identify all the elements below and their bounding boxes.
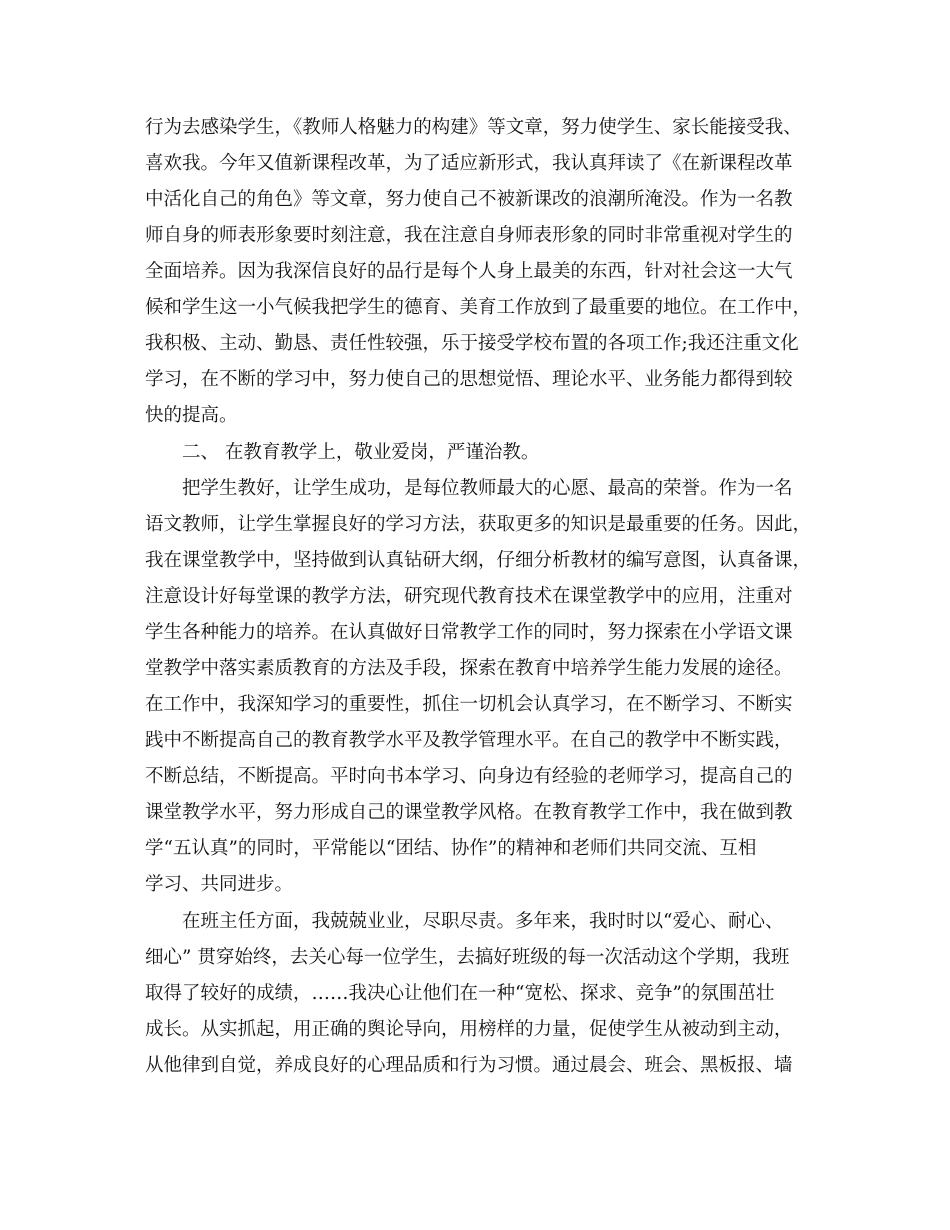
text-line: 师自身的师表形象要时刻注意，我在注意自身师表形象的同时非常重视对学生的 (145, 225, 793, 246)
text-line: 不断总结，不断提高。平时向书本学习、向身边有经验的老师学习，提高自己的 (145, 766, 793, 787)
text-line: 学习、共同进步。 (145, 874, 294, 895)
text-line: 语文教师，让学生掌握良好的学习方法，获取更多的知识是最重要的任务。因此， (145, 514, 812, 535)
text-line: 我积极、主动、勤恳、责任性较强，乐于接受学校布置的各项工作;我还注重文化 (145, 333, 799, 354)
text-line: 成长。从实抓起，用正确的舆论导向，用榜样的力量，促使学生从被动到主动， (145, 1019, 793, 1040)
text-line: 喜欢我。今年又值新课程改革，为了适应新形式，我认真拜读了《在新课程改革 (145, 153, 793, 174)
text-line: 学生各种能力的培养。在认真做好日常教学工作的同时，努力探索在小学语文课 (145, 622, 793, 643)
text-line: 学“五认真”的同时，平常能以“团结、协作”的精神和老师们共同交流、互相 (145, 838, 757, 859)
text-line: 学习，在不断的学习中，努力使自己的思想觉悟、理论水平、业务能力都得到较 (145, 369, 793, 390)
text-line: 行为去感染学生，《教师人格魅力的构建》等文章，努力使学生、家长能接受我、 (145, 117, 802, 138)
text-line: 取得了较好的成绩，……我决心让他们在一种“宽松、探求、竞争”的氛围茁壮 (145, 983, 775, 1004)
text-line: 细心” 贯穿始终，去关心每一位学生，去搞好班级的每一次活动这个学期，我班 (145, 947, 790, 968)
text-line: 在工作中，我深知学习的重要性，抓住一切机会认真学习，在不断学习、不断实 (145, 694, 793, 715)
text-line: 从他律到自觉，养成良好的心理品质和行为习惯。通过晨会、班会、黑板报、墙 (145, 1055, 793, 1076)
section-heading: 二、 在教育教学上，敬业爱岗，严谨治教。 (182, 442, 540, 463)
text-line: 全面培养。因为我深信良好的品行是每个人身上最美的东西，针对社会这一大气 (145, 261, 793, 282)
text-line: 我在课堂教学中，坚持做到认真钻研大纲，仔细分析教材的编写意图，认真备课， (145, 550, 812, 571)
text-line: 候和学生这一小气候我把学生的德育、美育工作放到了最重要的地位。在工作中， (145, 297, 812, 318)
text-line: 把学生教好，让学生成功，是每位教师最大的心愿、最高的荣誉。作为一名 (182, 478, 793, 499)
text-line: 践中不断提高自己的教育教学水平及教学管理水平。在自己的教学中不断实践， (145, 730, 793, 751)
text-line: 中活化自己的角色》等文章，努力使自己不被新课改的浪潮所淹没。作为一名教 (145, 189, 793, 210)
text-line: 堂教学中落实素质教育的方法及手段，探索在教育中培养学生能力发展的途径。 (145, 658, 793, 679)
text-line: 在班主任方面，我兢兢业业，尽职尽责。多年来，我时时以“爱心、耐心、 (182, 911, 784, 932)
text-line: 注意设计好每堂课的教学方法，研究现代教育技术在课堂教学中的应用，注重对 (145, 586, 793, 607)
text-line: 课堂教学水平，努力形成自己的课堂教学风格。在教育教学工作中，我在做到教 (145, 802, 793, 823)
text-line: 快的提高。 (145, 405, 238, 426)
